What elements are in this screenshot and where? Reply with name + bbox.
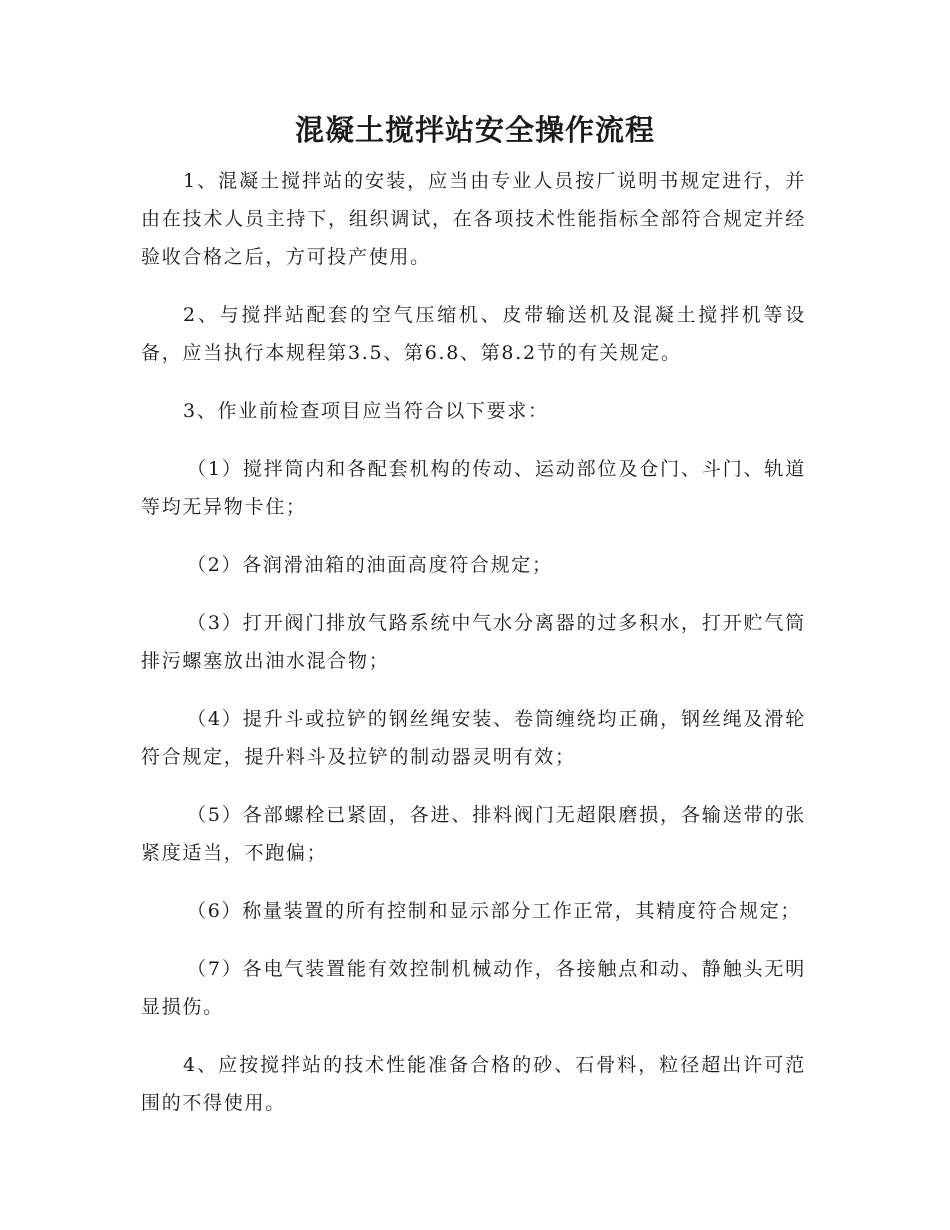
sub-item-4: （4）提升斗或拉铲的钢丝绳安装、卷筒缠绕均正确，钢丝绳及滑轮符合规定，提升料斗及拉铲的制动器灵明有效；	[141, 708, 806, 768]
paragraph-1: 1、混凝土搅拌站的安装，应当由专业人员按厂说明书规定进行，并由在技术人员主持下，组织调试，在各项技术性能指标全部符合规定并经验收合格之后，方可投产使用。	[141, 170, 806, 268]
sub-item-5: （5）各部螺栓已紧固，各进、排料阀门无超限磨损，各输送带的张紧度适当，不跑偏；	[141, 804, 806, 864]
sub-item-1: （1）搅拌筒内和各配套机构的传动、运动部位及仓门、斗门、轨道等均无异物卡住；	[141, 458, 806, 518]
paragraph-2: 2、与搅拌站配套的空气压缩机、皮带输送机及混凝土搅拌机等设备，应当执行本规程第3.5、第6.8、第8.2节的有关规定。	[141, 304, 806, 364]
document-body	[141, 162, 806, 1142]
sub-item-3: （3）打开阀门排放气路系统中气水分离器的过多积水，打开贮气筒排污螺塞放出油水混合物；	[141, 612, 806, 672]
sub-item-2: （2）各润滑油箱的油面高度符合规定；	[187, 554, 553, 576]
sub-item-7: （7）各电气装置能有效控制机械动作，各接触点和动、静触头无明显损伤。	[141, 958, 806, 1018]
document-title: 混凝土搅拌站安全操作流程	[294, 113, 655, 147]
sub-item-6: （6）称量装置的所有控制和显示部分工作正常，其精度符合规定；	[187, 900, 802, 922]
paragraph-3: 3、作业前检查项目应当符合以下要求：	[183, 400, 549, 422]
paragraph-4: 4、应按搅拌站的技术性能准备合格的砂、石骨料，粒径超出许可范围的不得使用。	[141, 1054, 806, 1114]
